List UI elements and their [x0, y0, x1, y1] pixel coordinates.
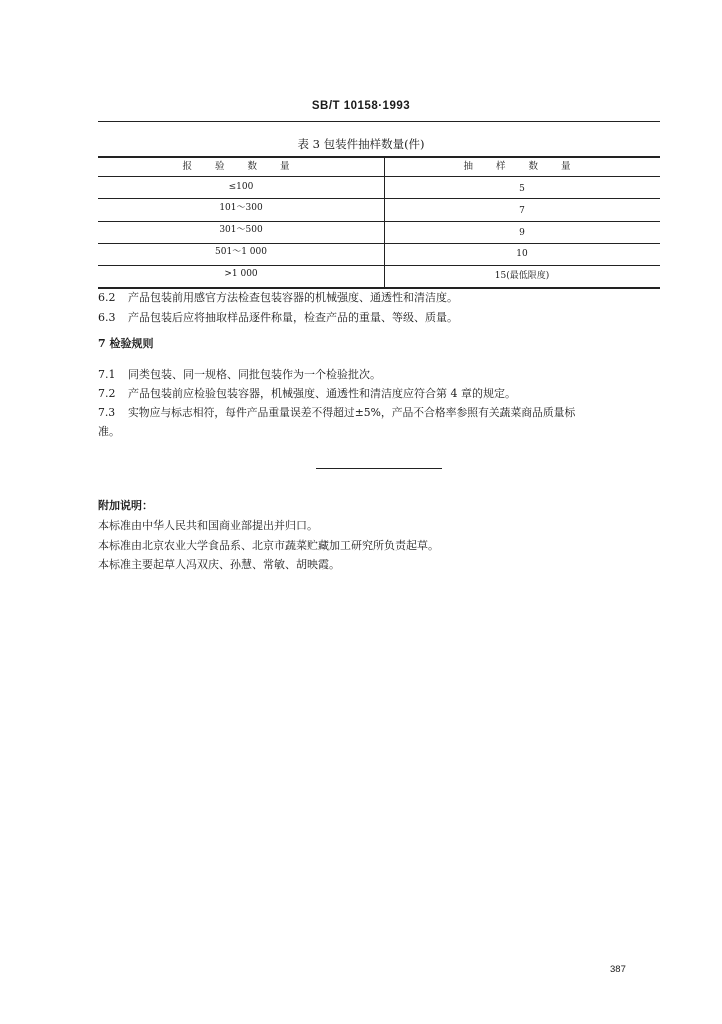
- table-cell-inspection-qty: 101～300: [219, 203, 263, 213]
- clause-number: 7.2: [98, 387, 116, 400]
- table-cell-inspection-qty: 501～1 000: [215, 247, 267, 257]
- table-cell-sample-qty: 5: [519, 184, 525, 194]
- table-cell-sample-qty: 7: [519, 206, 525, 216]
- table-cell-sample-qty: 10: [516, 249, 528, 259]
- clause-number: 6.2: [98, 291, 116, 304]
- paragraph: [98, 289, 662, 307]
- clause-text: 产品包装前用感官方法检查包装容器的机械强度、通透性和清洁度。: [128, 291, 458, 304]
- clause-number: 7.3: [98, 406, 116, 419]
- page-number: 387: [610, 964, 626, 975]
- table-cell-sample-qty: 9: [519, 228, 525, 238]
- notes-title: 附加说明：: [98, 499, 153, 512]
- paragraph: [98, 309, 662, 327]
- standard-number: SB/T 10158·1993: [311, 100, 411, 112]
- note-line: 本标准主要起草人冯双庆、孙慧、常敏、胡映霞。: [98, 558, 340, 571]
- table-header-inspection-qty: 报 验 数 量: [182, 161, 300, 172]
- end-rule: [316, 468, 442, 469]
- table-cell-inspection-qty: >1 000: [224, 269, 258, 279]
- clause-text: 同类包装、同一规格、同批包装作为一个检验批次。: [128, 368, 381, 381]
- table-cell-inspection-qty: ≤100: [228, 182, 254, 192]
- clause-continuation: 准。: [98, 425, 120, 438]
- section-heading: 7 检验规则: [98, 337, 154, 350]
- table-row-rule: [98, 265, 660, 266]
- paragraph: [98, 385, 662, 403]
- note-line: 本标准由中华人民共和国商业部提出并归口。: [98, 519, 318, 532]
- clause-number: 6.3: [98, 311, 116, 324]
- clause-number: 7.1: [98, 368, 116, 381]
- clause-text: 产品包装前应检验包装容器，机械强度、通透性和清洁度应符合第 4 章的规定。: [128, 387, 516, 400]
- table-header-rule: [98, 176, 660, 177]
- paragraph: [98, 366, 662, 384]
- table-cell-sample-qty: 15(最低限度): [494, 271, 550, 281]
- header-rule: [98, 121, 660, 122]
- table-row-rule: [98, 243, 660, 244]
- table-top-rule: [98, 156, 660, 158]
- table-row-rule: [98, 221, 660, 222]
- paragraph: [98, 404, 668, 422]
- clause-text: 产品包装后应将抽取样品逐件称量，检查产品的重量、等级、质量。: [128, 311, 458, 324]
- table-header-sample-qty: 抽 样 数 量: [463, 161, 581, 172]
- table-cell-inspection-qty: 301～500: [219, 225, 263, 235]
- table-caption: 表 3 包装件抽样数量(件): [297, 137, 425, 151]
- note-line: 本标准由北京农业大学食品系、北京市蔬菜贮藏加工研究所负责起草。: [98, 539, 439, 552]
- table-row-rule: [98, 198, 660, 199]
- clause-text: 实物应与标志相符，每件产品重量误差不得超过±5%，产品不合格率参照有关蔬菜商品质量标: [128, 406, 576, 419]
